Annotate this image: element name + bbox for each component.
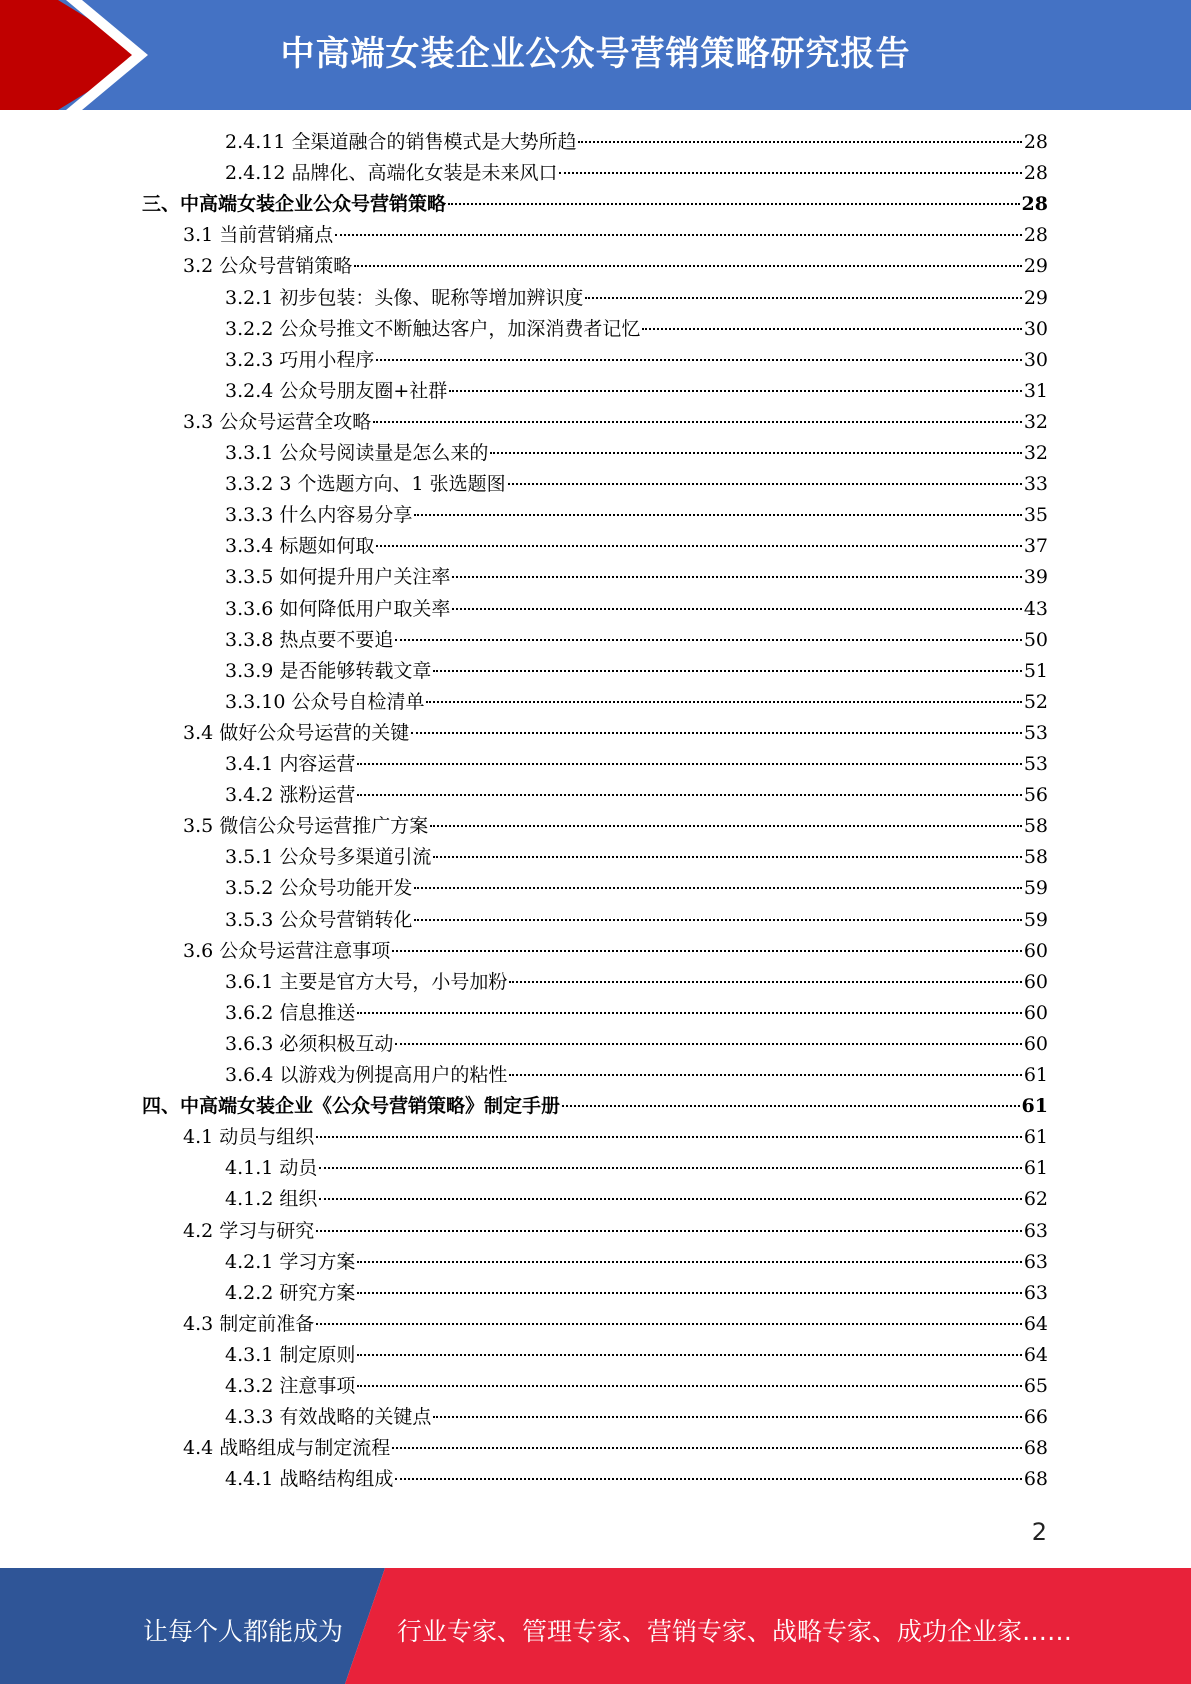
toc-entry-title: 4.2.2 研究方案	[225, 1281, 356, 1304]
toc-entry-page: 63	[1023, 1219, 1048, 1242]
toc-entry[interactable]	[225, 749, 1048, 780]
toc-dot-leader	[426, 701, 1021, 703]
toc-entry[interactable]	[183, 407, 1048, 438]
toc-dot-leader	[335, 234, 1022, 236]
page-footer	[0, 1568, 1191, 1684]
toc-entry-page: 33	[1023, 473, 1048, 496]
toc-entry-page: 29	[1023, 255, 1048, 278]
toc-entry[interactable]	[183, 220, 1048, 251]
toc-entry-page: 29	[1023, 286, 1048, 309]
toc-entry-page: 60	[1023, 970, 1048, 993]
toc-dot-leader	[642, 328, 1021, 330]
report-title: 中高端女装企业公众号营销策略研究报告	[280, 34, 911, 74]
toc-entry-title: 4.4 战略组成与制定流程	[183, 1437, 391, 1460]
toc-entry-page: 30	[1023, 317, 1048, 340]
toc-entry[interactable]	[183, 1309, 1048, 1340]
toc-dot-leader	[395, 639, 1021, 641]
toc-entry[interactable]	[225, 1340, 1048, 1371]
toc-entry[interactable]	[225, 1371, 1048, 1402]
toc-dot-leader	[452, 608, 1021, 610]
toc-entry[interactable]	[225, 1153, 1048, 1184]
toc-dot-leader	[509, 1074, 1021, 1076]
toc-entry[interactable]	[183, 811, 1048, 842]
toc-entry-title: 4.3.1 制定原则	[225, 1343, 356, 1366]
toc-entry[interactable]	[225, 376, 1048, 407]
toc-entry-page: 61	[1023, 1157, 1048, 1180]
toc-dot-leader	[392, 950, 1022, 952]
toc-entry[interactable]	[225, 531, 1048, 562]
toc-entry-page: 32	[1023, 442, 1048, 464]
toc-entry-page: 28	[1023, 131, 1048, 153]
toc-entry-title: 3.2.4 公众号朋友圈+社群	[225, 379, 448, 402]
toc-entry[interactable]	[225, 1402, 1048, 1433]
toc-entry-title: 4.3 制定前准备	[183, 1312, 315, 1335]
toc-entry-page: 31	[1023, 379, 1048, 402]
toc-entry[interactable]	[225, 687, 1048, 718]
toc-entry-title: 3.5.2 公众号功能开发	[225, 877, 413, 900]
toc-entry-page: 32	[1023, 410, 1048, 433]
toc-entry-page: 61	[1021, 1095, 1048, 1118]
toc-entry-page: 59	[1023, 908, 1048, 931]
toc-entry[interactable]	[225, 780, 1048, 811]
footer-slogan-right: 行业专家、管理专家、营销专家、战略专家、成功企业家……	[397, 1617, 1073, 1646]
toc-entry[interactable]	[183, 718, 1048, 749]
toc-dot-leader	[562, 1105, 1020, 1107]
toc-entry[interactable]	[142, 1091, 1048, 1122]
toc-entry[interactable]	[183, 936, 1048, 967]
toc-dot-leader	[357, 794, 1021, 796]
toc-entry-page: 51	[1023, 659, 1048, 682]
toc-entry[interactable]	[225, 625, 1048, 656]
toc-entry[interactable]	[225, 158, 1048, 189]
toc-entry-title: 3.3.10 公众号自检清单	[225, 690, 425, 713]
toc-entry[interactable]	[142, 189, 1048, 220]
toc-entry[interactable]	[225, 842, 1048, 873]
toc-dot-leader	[559, 172, 1021, 174]
toc-entry-page: 30	[1023, 348, 1048, 371]
toc-entry-title: 4.1.1 动员	[225, 1157, 318, 1180]
toc-dot-leader	[376, 545, 1021, 547]
toc-dot-leader	[414, 919, 1021, 921]
toc-entry-title: 3.3.4 标题如何取	[225, 535, 375, 558]
toc-entry[interactable]	[225, 500, 1048, 531]
toc-entry[interactable]	[225, 314, 1048, 345]
toc-entry-title: 2.4.12 品牌化、高端化女装是未来风口	[225, 162, 558, 185]
toc-entry-title: 四、中高端女装企业《公众号营销策略》制定手册	[142, 1095, 561, 1118]
toc-entry-title: 4.3.3 有效战略的关键点	[225, 1406, 432, 1429]
toc-entry-title: 3.3.8 热点要不要追	[225, 628, 394, 651]
toc-dot-leader	[395, 1043, 1021, 1045]
toc-entry-page: 61	[1023, 1064, 1048, 1086]
footer-slogan-left: 让每个人都能成为	[143, 1617, 344, 1646]
toc-entry-page: 58	[1023, 846, 1048, 869]
toc-entry-page: 60	[1023, 1001, 1048, 1024]
toc-entry-title: 3.6.4 以游戏为例提高用户的粘性	[225, 1064, 508, 1086]
toc-entry-page: 53	[1023, 721, 1048, 744]
toc-entry-page: 60	[1023, 1032, 1048, 1055]
toc-entry-title: 3.3.2 3 个选题方向、1 张选题图	[225, 473, 506, 496]
toc-dot-leader	[578, 141, 1021, 143]
toc-entry-title: 3.5.1 公众号多渠道引流	[225, 846, 432, 869]
toc-entry[interactable]	[225, 1278, 1048, 1309]
toc-entry-title: 3.3.5 如何提升用户关注率	[225, 566, 451, 589]
toc-entry-title: 三、中高端女装企业公众号营销策略	[142, 193, 447, 216]
toc-dot-leader	[316, 1230, 1022, 1232]
toc-entry-page: 28	[1021, 193, 1048, 216]
toc-entry-title: 3.4.2 涨粉运营	[225, 784, 356, 807]
toc-entry-title: 3.2.1 初步包装：头像、昵称等增加辨识度	[225, 286, 584, 309]
toc-entry-title: 4.3.2 注意事项	[225, 1375, 356, 1397]
toc-entry-title: 3.4.1 内容运营	[225, 753, 356, 775]
toc-dot-leader	[508, 483, 1022, 485]
page-number: 2	[1031, 1518, 1047, 1546]
toc-entry-title: 3.3.9 是否能够转载文章	[225, 659, 432, 682]
toc-entry-page: 62	[1023, 1188, 1048, 1211]
toc-entry[interactable]	[225, 1060, 1048, 1091]
toc-dot-leader	[430, 825, 1022, 827]
toc-entry-page: 59	[1023, 877, 1048, 900]
toc-entry-page: 52	[1023, 690, 1048, 713]
toc-dot-leader	[395, 1478, 1021, 1480]
toc-dot-leader	[373, 421, 1022, 423]
toc-entry-title: 4.4.1 战略结构组成	[225, 1468, 394, 1491]
toc-dot-leader	[490, 452, 1021, 454]
toc-dot-leader	[357, 1012, 1021, 1014]
toc-entry-title: 3.3.6 如何降低用户取关率	[225, 597, 451, 620]
toc-dot-leader	[414, 514, 1021, 516]
toc-entry[interactable]	[225, 1029, 1048, 1060]
toc-entry[interactable]	[225, 998, 1048, 1029]
toc-entry-title: 3.5.3 公众号营销转化	[225, 908, 413, 931]
toc-entry[interactable]	[225, 438, 1048, 469]
toc-entry-page: 28	[1023, 162, 1048, 185]
toc-entry-page: 63	[1023, 1281, 1048, 1304]
toc-entry[interactable]	[225, 1247, 1048, 1278]
page-header	[0, 0, 1191, 110]
toc-entry-title: 3.3 公众号运营全攻略	[183, 410, 372, 433]
toc-dot-leader	[452, 576, 1021, 578]
toc-entry-page: 64	[1023, 1312, 1048, 1335]
toc-entry[interactable]	[225, 967, 1048, 998]
toc-dot-leader	[509, 981, 1021, 983]
toc-entry-title: 3.2 公众号营销策略	[183, 255, 353, 278]
toc-entry-title: 4.1.2 组织	[225, 1188, 318, 1211]
toc-entry-page: 58	[1023, 815, 1048, 838]
toc-entry-page: 43	[1023, 597, 1048, 620]
toc-dot-leader	[316, 1136, 1022, 1138]
toc-dot-leader	[585, 297, 1021, 299]
toc-dot-leader	[319, 1167, 1021, 1169]
toc-entry-title: 3.6 公众号运营注意事项	[183, 939, 391, 962]
toc-entry[interactable]	[183, 1433, 1048, 1464]
toc-entry-page: 37	[1023, 535, 1048, 558]
toc-entry-title: 4.2 学习与研究	[183, 1219, 315, 1242]
toc-entry-title: 3.6.3 必须积极互动	[225, 1032, 394, 1055]
toc-dot-leader	[376, 359, 1021, 361]
toc-entry[interactable]	[225, 1184, 1048, 1215]
toc-dot-leader	[411, 732, 1022, 734]
toc-entry-title: 3.2.2 公众号推文不断触达客户，加深消费者记忆	[225, 317, 641, 340]
toc-dot-leader	[319, 1198, 1021, 1200]
toc-dot-leader	[316, 1323, 1022, 1325]
toc-entry-page: 68	[1023, 1468, 1048, 1491]
toc-entry-page: 35	[1023, 504, 1048, 527]
toc-entry-title: 4.2.1 学习方案	[225, 1250, 356, 1273]
toc-entry[interactable]	[225, 562, 1048, 593]
toc-entry[interactable]	[225, 905, 1048, 936]
toc-dot-leader	[357, 1292, 1021, 1294]
toc-entry-page: 65	[1023, 1375, 1048, 1397]
toc-dot-leader	[357, 1385, 1021, 1387]
toc-entry-title: 3.4 做好公众号运营的关键	[183, 721, 410, 744]
toc-dot-leader	[449, 390, 1022, 392]
toc-entry[interactable]	[183, 1216, 1048, 1247]
toc-entry-page: 39	[1023, 566, 1048, 589]
toc-entry-page: 68	[1023, 1437, 1048, 1460]
toc-entry[interactable]	[225, 283, 1048, 314]
toc-entry-page: 28	[1023, 224, 1048, 247]
toc-dot-leader	[354, 265, 1022, 267]
toc-dot-leader	[433, 856, 1021, 858]
toc-dot-leader	[357, 1354, 1021, 1356]
toc-entry-title: 3.5 微信公众号运营推广方案	[183, 815, 429, 838]
toc-dot-leader	[448, 203, 1020, 205]
toc-dot-leader	[433, 1416, 1021, 1418]
toc-entry[interactable]	[225, 1464, 1048, 1495]
toc-dot-leader	[433, 670, 1021, 672]
toc-entry-title: 3.1 当前营销痛点	[183, 224, 334, 247]
toc-entry-page: 63	[1023, 1250, 1048, 1273]
toc-dot-leader	[357, 763, 1021, 765]
toc-entry-page: 50	[1023, 628, 1048, 651]
toc-entry[interactable]	[225, 345, 1048, 376]
toc-entry-title: 3.6.2 信息推送	[225, 1001, 356, 1024]
toc-entry-title: 3.3.3 什么内容易分享	[225, 504, 413, 527]
toc-entry-page: 64	[1023, 1343, 1048, 1366]
toc-entry[interactable]	[183, 1122, 1048, 1153]
toc-entry[interactable]	[225, 469, 1048, 500]
toc-dot-leader	[414, 887, 1021, 889]
toc-dot-leader	[392, 1447, 1022, 1449]
toc-entry-page: 61	[1023, 1126, 1048, 1149]
toc-entry-page: 60	[1023, 939, 1048, 962]
toc-entry-title: 3.6.1 主要是官方大号，小号加粉	[225, 970, 508, 993]
toc-entry[interactable]	[225, 127, 1048, 158]
toc-entry[interactable]	[225, 656, 1048, 687]
toc-entry-page: 66	[1023, 1406, 1048, 1429]
toc-entry-title: 3.2.3 巧用小程序	[225, 348, 375, 371]
toc-entry-page: 53	[1023, 753, 1048, 775]
toc-dot-leader	[357, 1261, 1021, 1263]
toc-entry-page: 56	[1023, 784, 1048, 807]
toc-entry-title: 2.4.11 全渠道融合的销售模式是大势所趋	[225, 131, 577, 153]
toc-entry-title: 3.3.1 公众号阅读量是怎么来的	[225, 442, 489, 464]
toc-entry-title: 4.1 动员与组织	[183, 1126, 315, 1149]
toc-entry[interactable]	[183, 251, 1048, 282]
toc-entry[interactable]	[225, 594, 1048, 625]
toc-entry[interactable]	[225, 873, 1048, 904]
